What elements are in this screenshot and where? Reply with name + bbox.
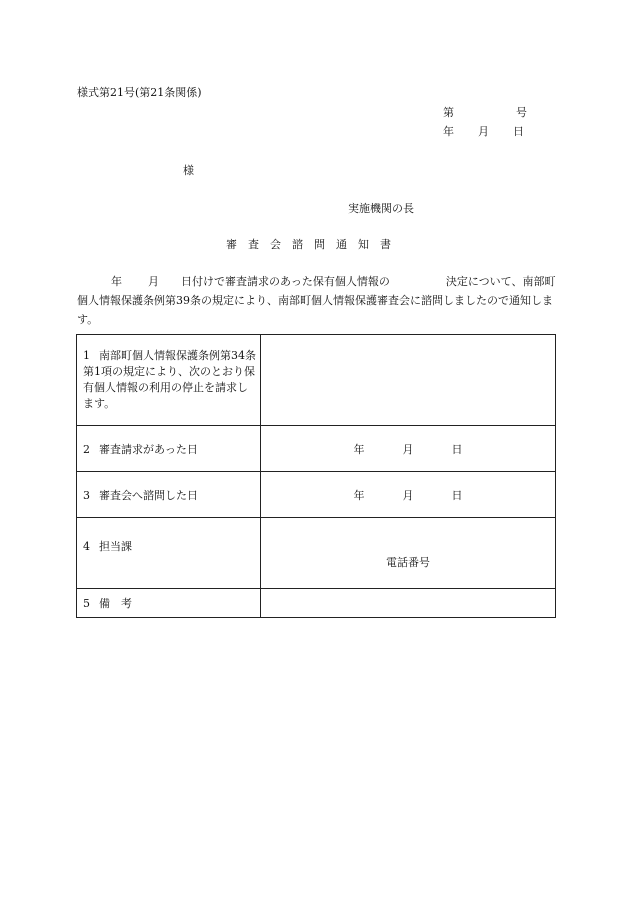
value-day: 日	[451, 442, 463, 456]
row-label-text: 審査会へ諮問した日	[99, 488, 198, 502]
value-year: 年	[353, 488, 365, 502]
value-month: 月	[402, 488, 414, 502]
value-day: 日	[451, 488, 463, 502]
date-day: 日	[513, 125, 524, 138]
row-label-text: 担当課	[99, 540, 132, 553]
number-dai: 第	[443, 106, 454, 119]
body-part1: 日付けで審査請求のあった保有個人情報の	[181, 275, 390, 288]
sender-title: 実施機関の長	[348, 202, 414, 215]
row-value	[261, 426, 556, 472]
document-title: 審査会諮問通知書	[226, 238, 402, 251]
number-go: 号	[516, 106, 527, 119]
row-number: 3	[83, 488, 90, 502]
row-label-text: 南部町個人情報保護条例第34条第1項の規定により、次のとおり保有個人情報の利用の停止を請求します。	[83, 349, 256, 410]
table-row	[77, 426, 556, 472]
value-year: 年	[353, 442, 365, 456]
row-value	[261, 589, 556, 618]
date-month: 月	[478, 125, 489, 138]
row-value	[261, 472, 556, 518]
table-row	[77, 472, 556, 518]
value-month: 月	[402, 442, 414, 456]
row-label-text: 審査請求があった日	[99, 442, 198, 456]
form-number: 様式第21号(第21条関係)	[77, 86, 202, 99]
row-value	[261, 518, 556, 589]
document-number-line	[443, 104, 527, 120]
body-year: 年	[111, 275, 122, 288]
body-text	[77, 272, 559, 329]
row-label	[77, 335, 261, 426]
addressee-suffix: 様	[183, 164, 194, 177]
row-label	[77, 426, 261, 472]
body-month: 月	[148, 275, 159, 288]
info-table	[76, 334, 556, 618]
row-number: 5	[83, 597, 90, 610]
row-label-text: 備 考	[99, 597, 132, 610]
row-label	[77, 472, 261, 518]
table-row	[77, 335, 556, 426]
row-number: 1	[83, 349, 90, 362]
phone-number-label: 電話番号	[386, 556, 430, 569]
issue-date-line	[443, 123, 524, 139]
row-number: 4	[83, 540, 90, 553]
row-label	[77, 518, 261, 589]
row-label	[77, 589, 261, 618]
row-value	[261, 335, 556, 426]
date-year: 年	[443, 125, 454, 138]
row-number: 2	[83, 442, 90, 456]
table-row	[77, 518, 556, 589]
body-part2: 決定について、南部町個人情報保護条例第39条の規定により、南部町個人情報保護審査会に諮問しましたので通知します。	[77, 275, 556, 326]
table-row	[77, 589, 556, 618]
